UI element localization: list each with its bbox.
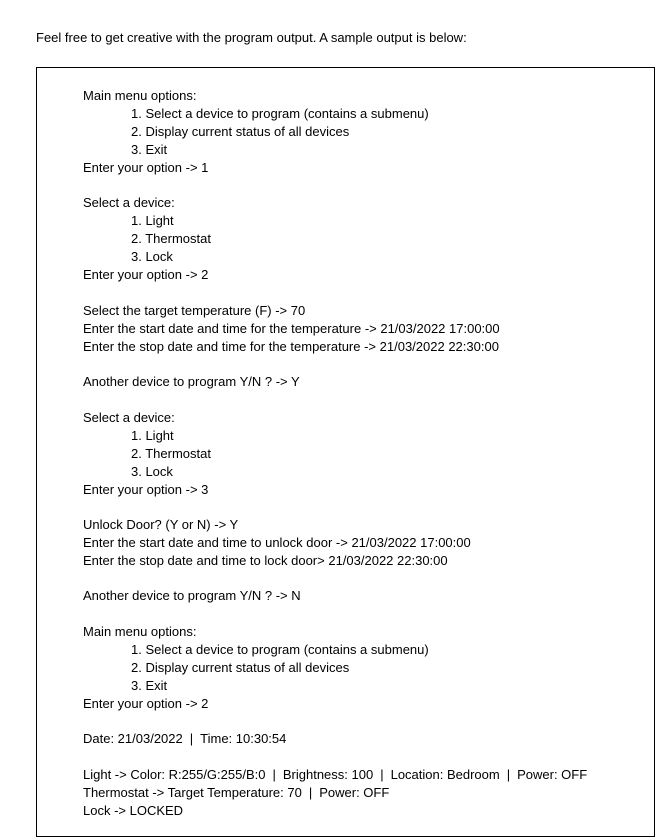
menu-option: 3. Exit xyxy=(131,142,168,157)
device-option: 2. Thermostat xyxy=(131,445,211,461)
another-device-prompt: Another device to program Y/N ? -> Y xyxy=(83,374,300,390)
thermostat-power: Power: OFF xyxy=(319,784,390,800)
menu-option: 2. Display current status of all devices xyxy=(131,659,350,675)
option-entry: Enter your option -> 2 xyxy=(83,267,209,283)
light-color: Light -> Color: R:255/G:255/B:0 xyxy=(83,766,266,782)
option-entry: Enter your option -> 3 xyxy=(83,481,209,497)
device-option: 1. Light xyxy=(131,213,174,229)
main-menu-title: Main menu options: xyxy=(83,88,197,103)
lock-line: Enter the start date and time to unlock door -> 21/03/2022 17:00:00 xyxy=(83,534,471,550)
separator: | xyxy=(189,731,194,747)
light-status-line xyxy=(83,766,643,784)
date-time-line xyxy=(83,730,643,748)
sample-output-box xyxy=(36,67,655,837)
thermostat-status-line xyxy=(83,784,643,802)
another-device-prompt: Another device to program Y/N ? -> N xyxy=(83,588,301,604)
thermostat-line: Select the target temperature (F) -> 70 xyxy=(83,302,306,318)
option-entry: Enter your option -> 2 xyxy=(83,695,209,711)
menu-option: 1. Select a device to program (contains a submenu) xyxy=(131,106,429,121)
device-option: 3. Lock xyxy=(131,463,173,479)
menu-option: 3. Exit xyxy=(131,677,168,693)
main-menu-title: Main menu options: xyxy=(83,623,197,639)
option-entry: Enter your option -> 1 xyxy=(83,160,209,175)
lock-status-line: Lock -> LOCKED xyxy=(83,802,184,818)
separator: | xyxy=(380,766,384,782)
device-option: 1. Light xyxy=(131,427,174,443)
light-brightness: Brightness: 100 xyxy=(282,766,374,782)
menu-option: 1. Select a device to program (contains a submenu) xyxy=(131,641,429,657)
thermostat-target: Thermostat -> Target Temperature: 70 xyxy=(83,784,302,800)
date-value: Date: 21/03/2022 xyxy=(83,731,183,747)
separator: | xyxy=(506,766,511,782)
device-option: 3. Lock xyxy=(131,249,173,265)
device-menu-title: Select a device: xyxy=(83,195,175,211)
lock-line: Enter the stop date and time to lock door> 21/03/2022 22:30:00 xyxy=(83,552,448,568)
console-output xyxy=(83,87,643,820)
thermostat-line: Enter the stop date and time for the temperature -> 21/03/2022 22:30:00 xyxy=(83,338,499,354)
separator: | xyxy=(272,766,276,782)
device-menu-title: Select a device: xyxy=(83,409,175,425)
device-option: 2. Thermostat xyxy=(131,231,211,247)
separator: | xyxy=(308,784,313,800)
light-location: Location: Bedroom xyxy=(390,766,500,782)
time-value: Time: 10:30:54 xyxy=(200,731,287,747)
lock-line: Unlock Door? (Y or N) -> Y xyxy=(83,516,239,532)
thermostat-line: Enter the start date and time for the temperature -> 21/03/2022 17:00:00 xyxy=(83,320,500,336)
menu-option: 2. Display current status of all devices xyxy=(131,124,350,139)
intro-text: Feel free to get creative with the program output. A sample output is below: xyxy=(36,30,467,45)
light-power: Power: OFF xyxy=(517,766,588,782)
